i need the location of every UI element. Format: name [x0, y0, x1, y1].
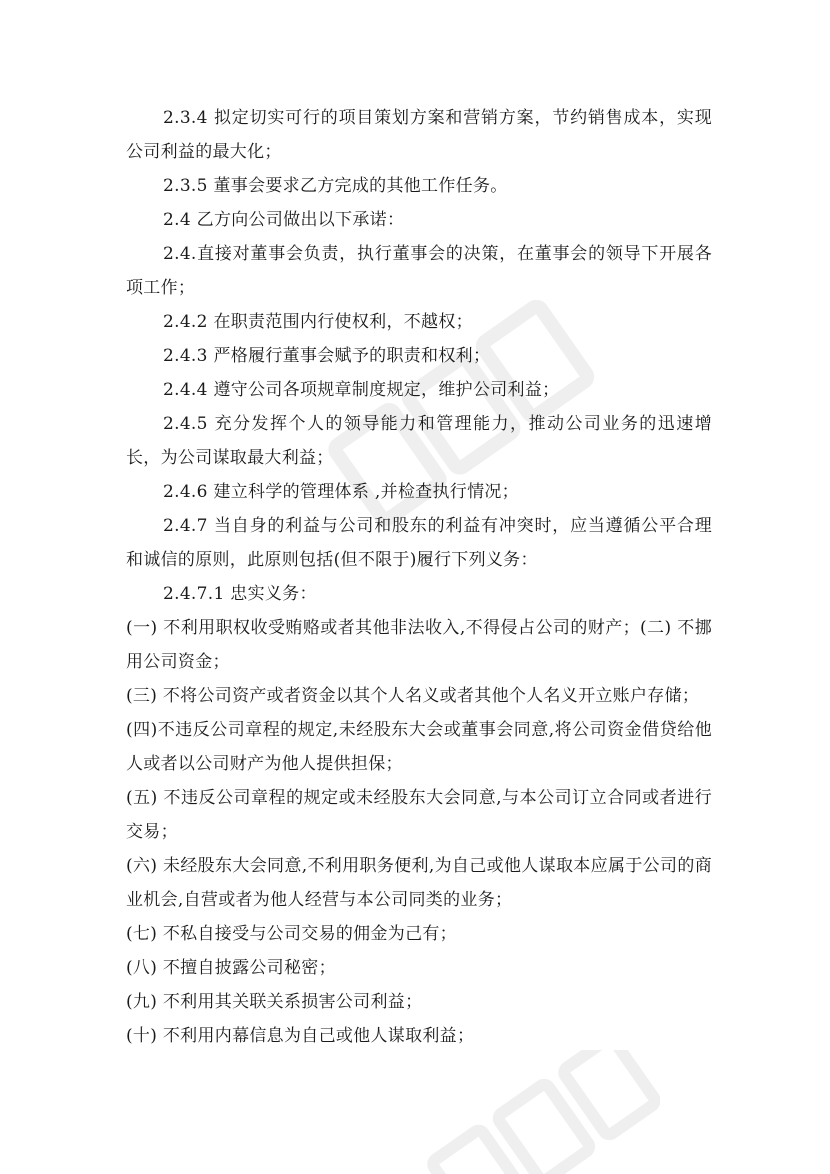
- paragraph: (八) 不擅自披露公司秘密；: [126, 958, 336, 978]
- paragraph: 2.3.5 董事会要求乙方完成的其他工作任务。: [163, 176, 508, 196]
- paragraph: (九) 不利用其关联关系损害公司利益；: [126, 992, 423, 1012]
- paragraph: 2.4 乙方向公司做出以下承诺：: [163, 210, 405, 230]
- paragraph: (五) 不违反公司章程的规定或未经股东大会同意,与本公司订立合同或者进行交易；: [126, 788, 712, 842]
- paragraph: 2.4.7.1 忠实义务：: [163, 584, 317, 604]
- paragraph: 2.4.6 建立科学的管理体系 ,并检查执行情况；: [163, 482, 519, 502]
- paragraph: (三) 不将公司资产或者资金以其个人名义或者其他个人名义开立账户存储；: [126, 686, 700, 706]
- paragraph: 2.4.7 当自身的利益与公司和股东的利益有冲突时，应当遵循公平合理和诚信的原则，此原则包括(但不限于)履行下列义务：: [126, 516, 712, 570]
- document-body: [126, 101, 712, 1053]
- paragraph: (四)不违反公司章程的规定,未经股东大会或董事会同意,将公司资金借贷给他人或者以公司财产为他人提供担保；: [126, 720, 712, 774]
- paragraph: 2.4.2 在职责范围内行使权利，不越权；: [163, 312, 473, 332]
- watermark-logo-bottom: [400, 1050, 660, 1174]
- paragraph: (六) 未经股东大会同意,不利用职务便利,为自己或他人谋取本应属于公司的商业机会,自营或者为他人经营与本公司同类的业务；: [126, 856, 712, 910]
- paragraph: 2.3.4 拟定切实可行的项目策划方案和营销方案，节约销售成本，实现公司利益的最大化；: [126, 108, 712, 162]
- paragraph: (七) 不私自接受与公司交易的佣金为己有；: [126, 924, 457, 944]
- paragraph: 2.4.3 严格履行董事会赋予的职责和权利；: [163, 346, 491, 366]
- paragraph: 2.4.4 遵守公司各项规章制度规定，维护公司利益；: [163, 380, 560, 400]
- paragraph: 2.4.直接对董事会负责，执行董事会的决策，在董事会的领导下开展各项工作；: [126, 244, 712, 298]
- paragraph: 2.4.5 充分发挥个人的领导能力和管理能力，推动公司业务的迅速增长，为公司谋取最大利益；: [126, 414, 712, 468]
- paragraph: (一) 不利用职权收受贿赂或者其他非法收入,不得侵占公司的财产；(二) 不挪用公司资金；: [126, 618, 712, 672]
- paragraph: (十) 不利用内幕信息为自己或他人谋取利益；: [126, 1026, 475, 1046]
